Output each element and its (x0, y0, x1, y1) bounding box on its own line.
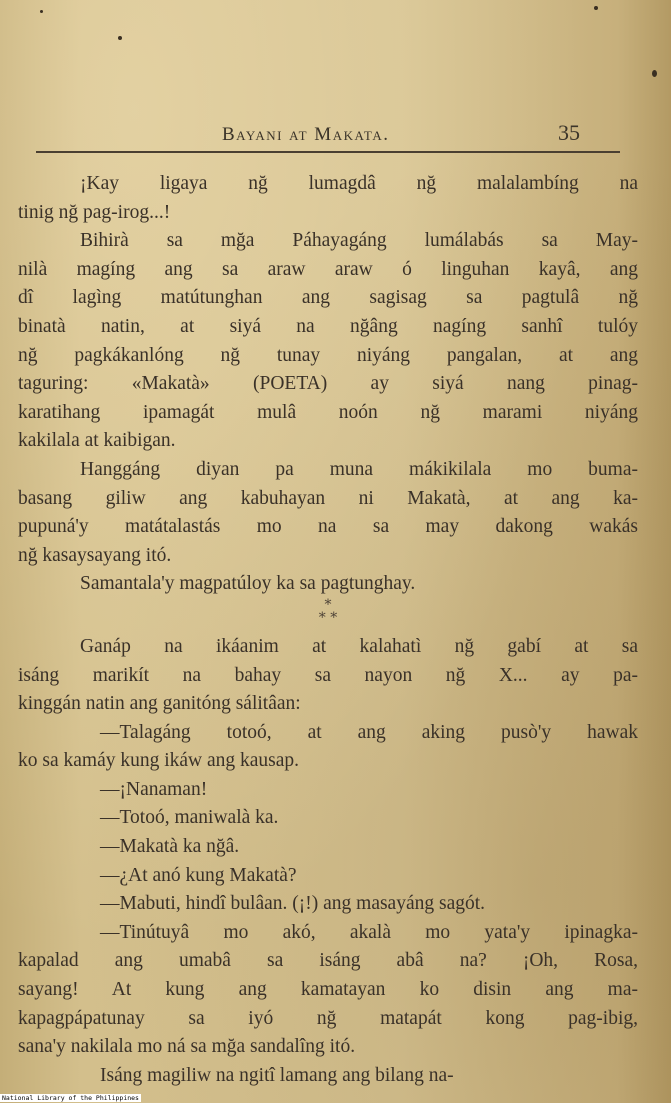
ink-spot (594, 6, 598, 10)
text-line: —Mabuti, hindî bulâan. (¡!) ang masayáng sagót. (100, 893, 486, 915)
paragraph (18, 170, 638, 227)
text-line: —¡Nanaman! (100, 778, 208, 800)
dialogue-paragraph (18, 890, 638, 919)
ink-spot (118, 36, 122, 40)
text-line: taguring: «Makatà» (POETA) ay siyá nang pinag- (18, 373, 638, 395)
text-line: kinggán natin ang ganitóng sálitâan: (18, 693, 301, 715)
text-line: —Talagáng totoó, at ang aking pusò'y hawak (100, 721, 638, 743)
text-line: Hanggáng diyan pa muna mákikilala mo buma- (80, 458, 638, 480)
library-credit: National Library of the Philippines (2, 1094, 139, 1102)
text-line: basang giliw ang kabuhayan ni Makatà, at ang ka- (18, 487, 638, 509)
text-line: kakilala at kaibigan. (18, 430, 176, 452)
text-line: —¿At anó kung Makatà? (100, 864, 297, 886)
text-line: nilà magíng ang sa araw araw ó linguhan kayâ, ang (18, 258, 638, 280)
dialogue-paragraph (18, 833, 638, 862)
text-line: isáng marikít na bahay sa nayon nğ X... ay pa- (18, 664, 638, 686)
asterism-line: * * (318, 609, 338, 626)
dialogue-paragraph (18, 862, 638, 891)
running-title: Bayani at Makata. (222, 124, 390, 145)
text-line: pupuná'y matátalastás mo na sa may dakong wakás (18, 516, 638, 538)
ink-spot (40, 10, 43, 13)
paragraph (18, 456, 638, 570)
text-line: Ganáp na ikáanim at kalahatì nğ gabí at sa (80, 635, 638, 657)
text-line: ¡Kay ligaya nğ lumagdâ nğ malalambíng na (80, 173, 638, 194)
text-line: kapalad ang umabâ sa isáng abâ na? ¡Oh, Rosa, (18, 950, 638, 972)
page-number: 35 (558, 120, 580, 145)
text-line: sayang! At kung ang kamatayan ko disin ang ma- (18, 979, 638, 1001)
text-line: ko sa kamáy kung ikáw ang kausap. (18, 750, 300, 772)
text-line: Isáng magiliw na ngitî lamang ang bilang na- (100, 1064, 454, 1086)
paragraph (18, 633, 638, 719)
dialogue-paragraph (18, 776, 638, 805)
text-line: tinig nğ pag-irog...! (18, 201, 171, 223)
paragraph (18, 570, 638, 599)
page-header (0, 118, 671, 154)
text-line: Samantala'y magpatúloy ka sa pagtunghay. (80, 573, 416, 595)
dialogue-paragraph (18, 804, 638, 833)
paragraph (18, 227, 638, 456)
text-line: Bihirà sa mğa Páhayagáng lumálabás sa May- (80, 230, 638, 252)
section-break-asterism (18, 596, 638, 633)
text-line: —Makatà ka nğâ. (100, 836, 240, 858)
asterism-line: * (324, 596, 332, 613)
text-line: —Totoó, maniwalà ka. (100, 807, 279, 829)
body-text (18, 170, 638, 1090)
text-line: nğ kasaysayang itó. (18, 544, 172, 566)
text-line: karatihang ipamagát mulâ noón nğ marami niyáng (18, 401, 638, 423)
text-line: nğ pagkákanlóng nğ tunay niyáng pangalan, at ang (18, 344, 638, 366)
text-line: dî lagìng matútunghan ang sagisag sa pagtulâ nğ (18, 287, 638, 309)
dialogue-paragraph (18, 1062, 638, 1091)
ink-spot (652, 70, 657, 77)
text-line: kapagpápatunay sa iyó nğ matapát kong pag-ibig, (18, 1007, 638, 1029)
text-line: sana'y nakilala mo ná sa mğa sandalîng itó. (18, 1036, 356, 1058)
header-rule (36, 151, 620, 153)
text-line: binatà natin, at siyá na nğâng nagíng sanhî tulóy (18, 315, 638, 337)
text-line: —Tinútuyâ mo akó, akalà mo yata'y ipinagka- (100, 921, 638, 943)
dialogue-paragraph (18, 919, 638, 1062)
dialogue-paragraph (18, 719, 638, 776)
